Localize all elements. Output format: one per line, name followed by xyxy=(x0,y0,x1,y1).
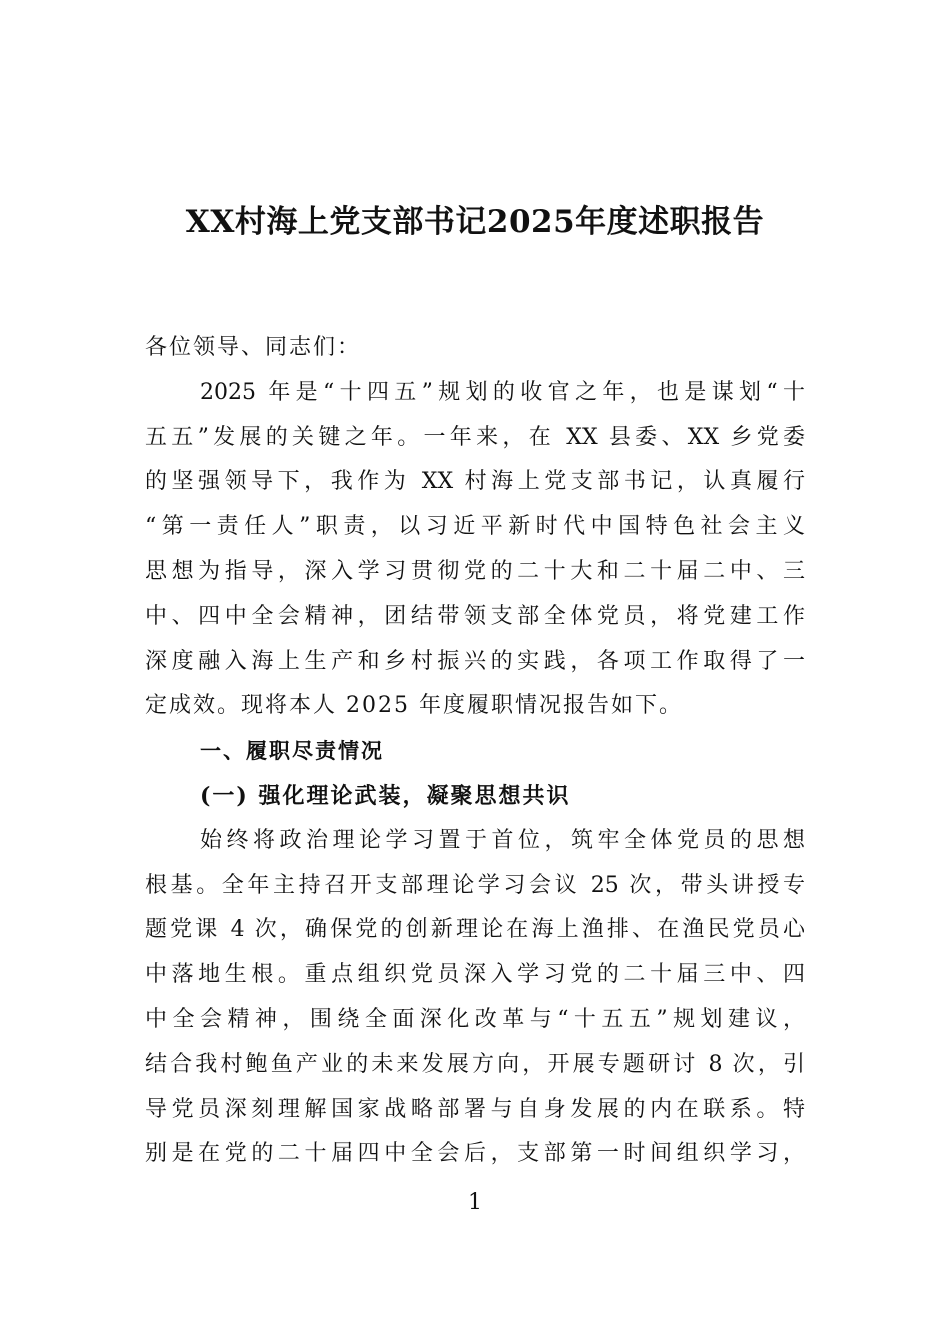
paragraph-line: 别是在党的二十届四中全会后，支部第一时间组织学习， xyxy=(145,1141,805,1167)
document-title: XX村海上党支部书记2025年度述职报告 xyxy=(185,204,765,240)
paragraph-line: 中、四中全会精神，团结带领支部全体党员，将党建工作 xyxy=(145,603,805,629)
intro-paragraph xyxy=(145,371,805,729)
document-body xyxy=(145,326,805,1177)
section-heading: 一、履职尽责情况 xyxy=(200,739,384,764)
paragraph-line: 定成效。现将本人 2025 年度履职情况报告如下。 xyxy=(145,693,683,719)
subsection-heading: (一) 强化理论武装，凝聚思想共识 xyxy=(200,782,571,809)
paragraph-line: 导党员深刻理解国家战略部署与自身发展的内在联系。特 xyxy=(145,1096,805,1122)
paragraph-line: 始终将政治理论学习置于首位，筑牢全体党员的思想 xyxy=(200,827,805,853)
paragraph-line: “第一责任人”职责，以习近平新时代中国特色社会主义 xyxy=(145,514,805,540)
page-number: 1 xyxy=(468,1190,482,1215)
paragraph-line: 题党课 4 次，确保党的创新理论在海上渔排、在渔民党员心 xyxy=(145,917,805,943)
paragraph-line: 的坚强领导下，我作为 XX 村海上党支部书记，认真履行 xyxy=(145,469,805,495)
paragraph-line: 2025 年是“十四五”规划的收官之年，也是谋划“十 xyxy=(200,379,805,405)
paragraph-line: 思想为指导，深入学习贯彻党的二十大和二十届二中、三 xyxy=(145,558,805,584)
paragraph-line: 深度融入海上生产和乡村振兴的实践，各项工作取得了一 xyxy=(145,648,805,674)
paragraph-line: 结合我村鲍鱼产业的未来发展方向，开展专题研讨 8 次，引 xyxy=(145,1051,805,1077)
paragraph-line: 中落地生根。重点组织党员深入学习党的二十届三中、四 xyxy=(145,962,805,988)
paragraph-line: 五五”发展的关键之年。一年来，在 XX 县委、XX 乡党委 xyxy=(145,424,805,450)
section-paragraph xyxy=(145,819,805,1177)
paragraph-line: 中全会精神，围绕全面深化改革与“十五五”规划建议， xyxy=(145,1006,805,1032)
salutation: 各位领导、同志们： xyxy=(145,335,362,360)
paragraph-line: 根基。全年主持召开支部理论学习会议 25 次，带头讲授专 xyxy=(145,872,805,898)
